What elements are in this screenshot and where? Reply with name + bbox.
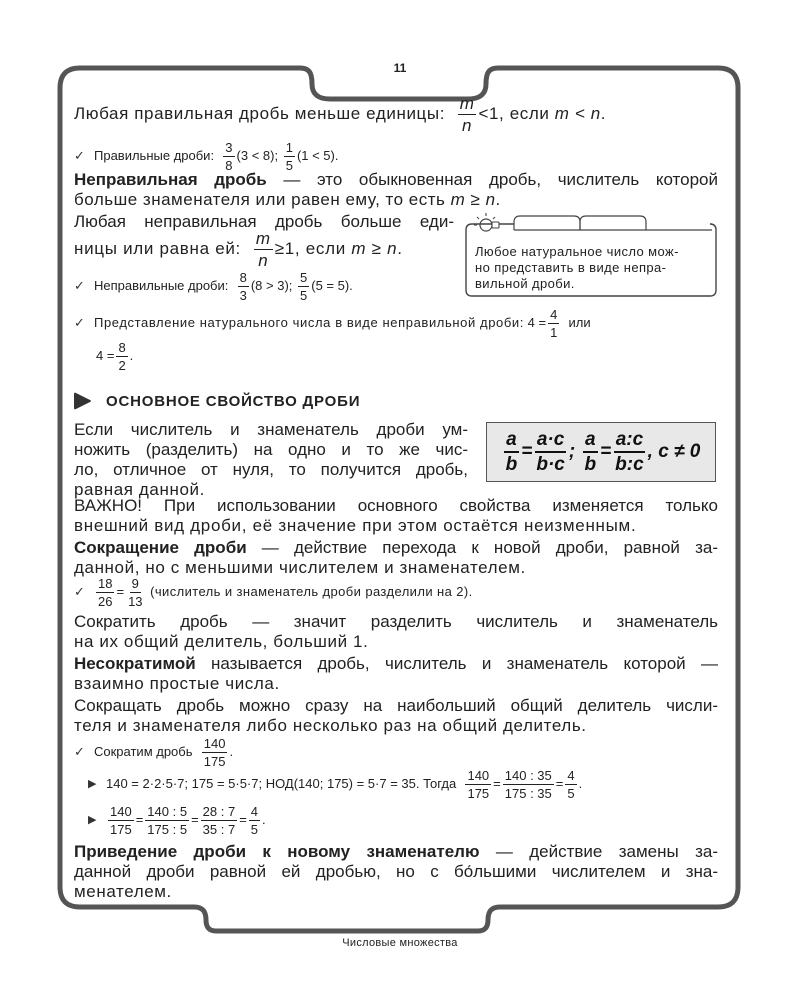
fraction-18-26: $\frac{18}{26}$	[98, 575, 113, 609]
important-line2: внешний вид дроби, её значение при этом остаётся неизменным.	[74, 516, 637, 535]
irreducible-line1: Несократимой называется дробь, числитель и знаменатель которой —	[74, 654, 718, 673]
fraction-140-175: $\frac{140}{175}$	[203, 735, 226, 769]
note-text-line3: вильной дроби.	[475, 276, 575, 291]
check-icon: ✓	[74, 278, 85, 293]
irreducible-line2: взаимно простые числа.	[74, 674, 280, 693]
check-icon: ✓	[74, 744, 85, 759]
property-line1: Если числитель и знаменатель дроби ум-	[74, 420, 468, 439]
formula-box	[486, 422, 716, 482]
term-improper-fraction: Неправильная дробь	[74, 170, 267, 189]
proper-condition: m < n	[554, 104, 601, 123]
term-reduction: Сокращение дроби	[74, 538, 247, 557]
note-text-line1: Любое натуральное число мож-	[475, 244, 679, 259]
reduction-line1: Сокращение дроби — действие перехода к новой дроби, равной за-	[74, 538, 718, 557]
example-natural-as-fraction: ✓ Представление натурального числа в виде неправильной дроби: 4 = $\frac{4}{1}$ или	[74, 306, 591, 340]
property-line3: ло, отличное от нуля, то получится дробь,	[74, 460, 468, 479]
term-irreducible: Несократимой	[74, 654, 196, 673]
page-number: 11	[393, 61, 407, 75]
fraction-1-5: $\frac{1}{5}$	[285, 139, 293, 173]
example-reduce-140-175: ✓ Сократим дробь $\frac{140}{175}$ .	[74, 735, 234, 769]
improper-rule-line1: Любая неправильная дробь больше еди-	[74, 212, 454, 231]
property-line2: ножить (разделить) на одно и то же чис-	[74, 440, 468, 459]
fraction-8-3: $\frac{8}{3}$	[239, 269, 247, 303]
check-icon: ✓	[74, 148, 85, 163]
reduce-def-line2: на их общий делитель, больший 1.	[74, 632, 369, 651]
property-line4: равная данной.	[74, 480, 205, 499]
improper-definition-line1: Неправильная дробь — это обыкновенная дробь, числитель которой	[74, 170, 718, 189]
reduce-def-line1: Сократить дробь — значит разделить числитель и знаменатель	[74, 612, 718, 631]
lt-one-text: <1, если	[478, 104, 550, 123]
reduction-step1: ▶ 140 = 2·2·5·7; 175 = 5·5·7; НОД(140; 175) = 5·7 = 35. Тогда $\frac{140}{175}$ = $\frac{140 : 35}{175 : 35}$ = $\frac{4}{5}$ .	[88, 767, 583, 801]
example-natural-second: 4 = $\frac{8}{2}$ .	[96, 339, 134, 373]
check-icon: ✓	[74, 584, 85, 599]
fraction-m-over-n: $\frac{m}{n}$	[459, 93, 475, 135]
common-denominator-line1: Приведение дроби к новому знаменателю — действие замены за-	[74, 842, 719, 861]
bullet-triangle-icon: ▶	[88, 778, 97, 790]
improper-definition-line2: больше знаменателя или равен ему, то есть m ≥ n.	[74, 190, 501, 209]
example-label: Правильные дроби:	[94, 148, 215, 163]
reduce-gcd-line1: Сокращать дробь можно сразу на наибольший общий делитель числи-	[74, 696, 718, 715]
improper-rule-line2: ницы или равна ей: $\frac{m}{n}$ ≥1, если m ≥ n .	[74, 228, 403, 270]
lightbulb-icon	[474, 213, 499, 231]
proper-fraction-rule: Любая правильная дробь меньше единицы: $\frac{m}{n}$ <1, если m < n .	[74, 93, 607, 135]
common-denominator-line2: данной дроби равной ей дробью, но с бо́льшими числителем и зна-	[74, 862, 718, 881]
fraction-m-over-n-2: $\frac{m}{n}$	[255, 228, 271, 270]
reduce-gcd-line2: теля и знаменателя либо несколько раз на общий делитель.	[74, 716, 587, 735]
common-denominator-line3: менателем.	[74, 882, 172, 901]
example-improper-fractions: ✓ Неправильные дроби: $\frac{8}{3}$ (8 > 3); $\frac{5}{5}$ (5 = 5).	[74, 269, 353, 303]
reduction-step2: ▶ $\frac{140}{175}$ = $\frac{140 : 5}{175 : 5}$ = $\frac{28 : 7}{35 : 7}$ = $\frac{4}{5}$ .	[88, 803, 266, 837]
bullet-triangle-icon: ▶	[88, 814, 97, 826]
proper-rule-text: Любая правильная дробь меньше единицы:	[74, 104, 446, 123]
section-heading	[72, 392, 360, 410]
important-line1: ВАЖНО! При использовании основного свойства изменяется только	[74, 496, 718, 515]
section-title: ОСНОВНОЕ СВОЙСТВО ДРОБИ	[106, 392, 361, 410]
note-text-line2: но представить в виде непра-	[475, 260, 667, 275]
fraction-3-8: $\frac{3}{8}$	[225, 139, 233, 173]
example-proper-fractions: ✓ Правильные дроби: $\frac{3}{8}$ (3 < 8); $\frac{1}{5}$ (1 < 5).	[74, 139, 339, 173]
main-property-formula: $\frac{a}{b}$ = $\frac{a\cdot c}{b\cdot c}$ ; $\frac{a}{b}$ = $\frac{a:c}{b:c}$ , c ≠ 0	[505, 429, 701, 475]
term-common-denominator: Приведение дроби к новому знаменателю	[74, 842, 480, 861]
check-icon: ✓	[74, 315, 85, 330]
fraction-8-2: $\frac{8}{2}$	[118, 339, 126, 373]
footer-section-title: Числовые множества	[342, 937, 458, 949]
section-arrow-icon	[72, 392, 92, 410]
reduction-line2: данной, но с меньшими числителем и знаменателем.	[74, 558, 526, 577]
fraction-9-13: $\frac{9}{13}$	[128, 575, 143, 609]
fraction-5-5: $\frac{5}{5}$	[300, 269, 308, 303]
example-reduction: ✓ $\frac{18}{26}$ = $\frac{9}{13}$ (числитель и знаменатель дроби разделили на 2).	[74, 575, 473, 609]
fraction-4-1: $\frac{4}{1}$	[550, 306, 558, 340]
